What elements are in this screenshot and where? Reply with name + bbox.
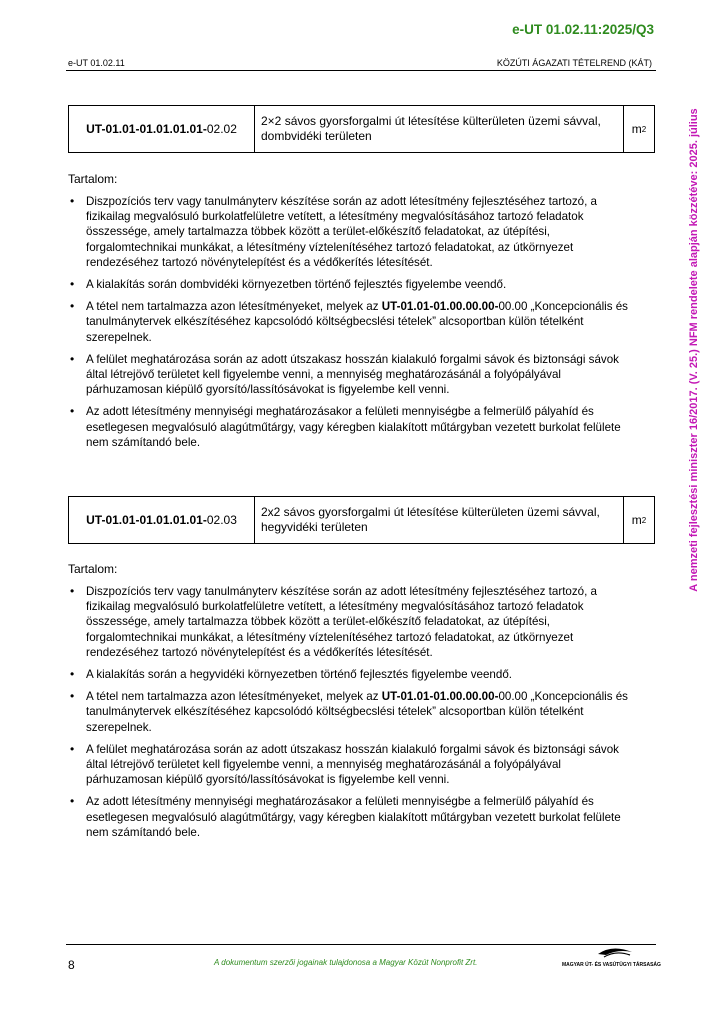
list-item: • Az adott létesítmény mennyiségi meghatározásakor a felületi mennyiségbe a felmerülő pályahíd és esetlegesen megvalósuló alagútműtárgy, vagy kéregben kialakított műtárgyban vezetett burkolat felülete nem számítandó bele. — [68, 404, 638, 450]
reference-code: UT-01.01-01.00.00.00- — [381, 300, 499, 314]
list-item-text: 00.00 „Koncepcionális és tanulmánytervek elkészítéséhez kapcsolódó költségbecslési tételek” alcsoportban külön tételként szerepelnek. — [86, 300, 628, 344]
item-code-bold: UT-01.01-01.01.01.01- — [86, 122, 207, 136]
content-list — [68, 194, 638, 457]
item-code-rest: 02.03 — [206, 513, 237, 527]
item-code-rest: 02.02 — [206, 122, 237, 136]
page-number: 8 — [68, 958, 75, 972]
tartalom-label: Tartalom: — [68, 172, 118, 186]
unit-base: m — [631, 513, 642, 527]
list-item: • Diszpozíciós terv vagy tanulmányterv készítése során az adott létesítmény fejlesztéséhez tartozó, a fizikailag megvalósuló burkolatfelületre vetített, a létesítmény megvalósításához tartozó feladatok összessége, amely tartalmazza többek között a terület-előkészítő feladatokat, az útépítési, forgalomtechnikai munkákat, a létesítmény víztelenítéséhez tartozó feladatokat, az útkörnyezet rendezéséhez tartozó növénytelepítést és a védőkerítés létesítését. — [68, 194, 638, 270]
company-logo-icon — [560, 946, 656, 972]
list-item: • A kialakítás során dombvidéki környezetben történő fejlesztés figyelembe veendő. — [68, 277, 638, 292]
logo-text: MAGYAR ÚT- ÉS VASÚTÜGYI TÁRSASÁG — [562, 962, 661, 968]
reference-code: UT-01.01-01.00.00.00- — [381, 690, 499, 704]
header-divider — [66, 70, 656, 71]
list-item: • Diszpozíciós terv vagy tanulmányterv készítése során az adott létesítmény fejlesztéséhez tartozó, a fizikailag megvalósuló burkolatfelületre vetített, a létesítmény megvalósításához tartozó feladatok összessége, amely tartalmazza többek között a terület-előkészítő feladatokat, az útépítési, forgalomtechnikai munkákat, a létesítmény víztelenítéséhez tartozó feladatokat, az útkörnyezet rendezéséhez tartozó növénytelepítést és a védőkerítés létesítését. — [68, 584, 638, 660]
list-item-text: A tétel nem tartalmazza azon létesítményeket, melyek az — [86, 300, 382, 314]
item-table — [68, 105, 655, 153]
publication-note: A nemzeti fejlesztési miniszter 16/2017. (V. 25.) NFM rendelete alapján közzétéve: 2025. július — [688, 108, 700, 592]
footer-divider — [66, 944, 656, 945]
item-code — [69, 497, 255, 543]
item-unit — [624, 497, 654, 543]
item-unit — [624, 106, 654, 152]
unit-exponent: 2 — [641, 515, 647, 525]
list-item-text: 00.00 „Koncepcionális és tanulmánytervek elkészítéséhez kapcsolódó költségbecslési tételek” alcsoportban külön tételként szerepelnek. — [86, 690, 628, 734]
unit-exponent: 2 — [641, 124, 647, 134]
list-item-text: A tétel nem tartalmazza azon létesítményeket, melyek az — [86, 690, 382, 704]
list-item — [68, 299, 638, 345]
item-code-bold: UT-01.01-01.01.01.01- — [86, 513, 207, 527]
tartalom-label: Tartalom: — [68, 562, 118, 576]
item-description: 2x2 sávos gyorsforgalmi út létesítése külterületen üzemi sávval, hegyvidéki területen — [255, 497, 624, 543]
copyright-notice: A dokumentum szerzői jogainak tulajdonosa a Magyar Közút Nonprofit Zrt. — [214, 958, 478, 967]
list-item: • A felület meghatározása során az adott útszakasz hosszán kialakuló forgalmi sávok és biztonsági sávok által létrejövő területet kell figyelembe venni, a mennyiség meghatározásánál a folyópályával párhuzamosan kiépülő gyorsító/lassítósávokat is figyelembe kell venni. — [68, 352, 638, 398]
item-table — [68, 496, 655, 544]
header-left: e-UT 01.02.11 — [68, 58, 125, 68]
list-item: • Az adott létesítmény mennyiségi meghatározásakor a felületi mennyiségbe a felmerülő pályahíd és esetlegesen megvalósuló alagútműtárgy, vagy kéregben kialakított műtárgyban vezetett burkolat felülete nem számítandó bele. — [68, 794, 638, 840]
unit-base: m — [631, 122, 642, 136]
list-item — [68, 689, 638, 735]
list-item: • A kialakítás során a hegyvidéki környezetben történő fejlesztés figyelembe veendő. — [68, 667, 638, 682]
list-item: • A felület meghatározása során az adott útszakasz hosszán kialakuló forgalmi sávok és biztonsági sávok által létrejövő területet kell figyelembe venni, a mennyiség meghatározásánál a folyópályával párhuzamosan kiépülő gyorsító/lassítósávokat is figyelembe kell venni. — [68, 742, 638, 788]
item-description: 2×2 sávos gyorsforgalmi út létesítése külterületen üzemi sávval, dombvidéki területen — [255, 106, 624, 152]
content-list — [68, 584, 638, 847]
item-code — [69, 106, 255, 152]
document-code: e-UT 01.02.11:2025/Q3 — [512, 22, 654, 37]
header-right: KÖZÚTI ÁGAZATI TÉTELREND (KÁT) — [496, 58, 652, 68]
